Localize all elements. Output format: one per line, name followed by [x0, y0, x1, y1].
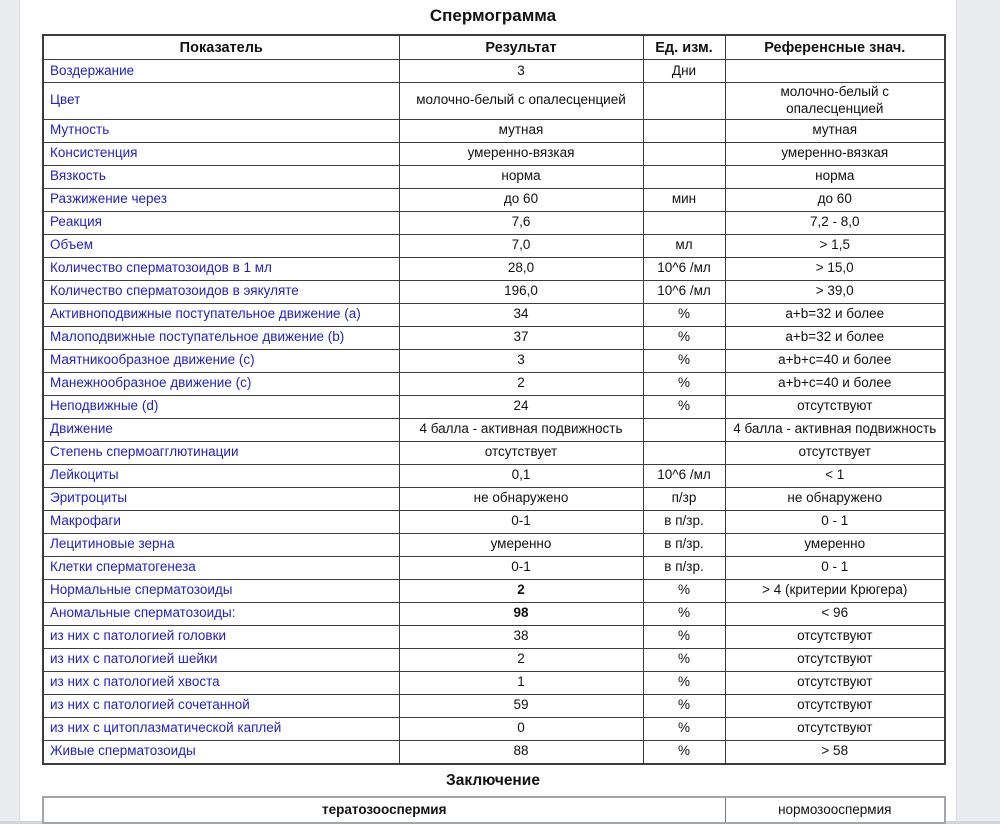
conclusion-reference-cell: нормозооспермия — [725, 797, 945, 823]
row-unit: в п/зр. — [643, 556, 725, 579]
row-label: Лейкоциты — [43, 464, 399, 487]
table-row — [43, 372, 945, 395]
row-result: 98 — [399, 602, 643, 625]
row-result: 1 — [399, 671, 643, 694]
row-result: 24 — [399, 395, 643, 418]
row-result: 37 — [399, 326, 643, 349]
table-row — [43, 717, 945, 740]
conclusion-title: Заключение — [446, 771, 540, 789]
header-row — [43, 35, 945, 60]
row-result: отсутствует — [399, 441, 643, 464]
header-cell-units: Ед. изм. — [643, 35, 725, 60]
row-reference: < 96 — [725, 602, 945, 625]
row-unit: % — [643, 625, 725, 648]
table-row — [43, 234, 945, 257]
row-label: из них с патологией сочетанной — [43, 694, 399, 717]
row-label: Макрофаги — [43, 510, 399, 533]
table-row — [43, 533, 945, 556]
table-row — [43, 602, 945, 625]
row-reference: 0 - 1 — [725, 510, 945, 533]
row-reference: отсутствуют — [725, 625, 945, 648]
row-result: 3 — [399, 60, 643, 83]
row-reference: отсутствуют — [725, 694, 945, 717]
row-label: Разжижение через — [43, 188, 399, 211]
row-label: Количество сперматозоидов в эякуляте — [43, 280, 399, 303]
row-label: Нормальные сперматозоиды — [43, 579, 399, 602]
row-result: 2 — [399, 648, 643, 671]
table-row — [43, 740, 945, 764]
row-unit: % — [643, 648, 725, 671]
row-reference: отсутствуют — [725, 648, 945, 671]
left-margin-strip — [0, 0, 20, 824]
conclusion-row — [43, 797, 945, 823]
row-reference: a+b+c=40 и более — [725, 349, 945, 372]
row-label: Количество сперматозоидов в 1 мл — [43, 257, 399, 280]
row-result: норма — [399, 165, 643, 188]
table-row — [43, 142, 945, 165]
table-row — [43, 83, 945, 120]
row-reference: 0 - 1 — [725, 556, 945, 579]
row-unit: % — [643, 602, 725, 625]
row-label: из них с патологией хвоста — [43, 671, 399, 694]
table-row — [43, 349, 945, 372]
row-reference: > 4 (критерии Крюгера) — [725, 579, 945, 602]
table-row — [43, 694, 945, 717]
table-row — [43, 441, 945, 464]
row-label: Консистенция — [43, 142, 399, 165]
table-row — [43, 119, 945, 142]
row-label: Манежнообразное движение (c) — [43, 372, 399, 395]
table-row — [43, 487, 945, 510]
row-unit — [643, 418, 725, 441]
row-unit: % — [643, 694, 725, 717]
row-unit: 10^6 /мл — [643, 280, 725, 303]
row-unit — [643, 211, 725, 234]
row-unit: % — [643, 740, 725, 764]
row-label: из них с патологией головки — [43, 625, 399, 648]
row-unit: в п/зр. — [643, 533, 725, 556]
row-result: 88 — [399, 740, 643, 764]
row-unit: % — [643, 579, 725, 602]
row-unit: % — [643, 372, 725, 395]
row-unit: % — [643, 717, 725, 740]
row-reference: > 1,5 — [725, 234, 945, 257]
row-result: молочно-белый с опалесценцией — [399, 83, 643, 120]
row-label: Вязкость — [43, 165, 399, 188]
row-result: 28,0 — [399, 257, 643, 280]
row-result: 196,0 — [399, 280, 643, 303]
row-reference: > 39,0 — [725, 280, 945, 303]
row-result: 7,6 — [399, 211, 643, 234]
row-unit: % — [643, 303, 725, 326]
row-label: Аномальные сперматозоиды: — [43, 602, 399, 625]
row-unit — [643, 83, 725, 120]
table-row — [43, 671, 945, 694]
row-reference: отсутствуют — [725, 717, 945, 740]
conclusion-table — [42, 796, 946, 824]
row-reference: молочно-белый с опалесценцией — [725, 83, 945, 120]
row-result: 4 балла - активная подвижность — [399, 418, 643, 441]
row-reference: до 60 — [725, 188, 945, 211]
row-label: Движение — [43, 418, 399, 441]
table-row — [43, 648, 945, 671]
row-label: Мутность — [43, 119, 399, 142]
row-unit: мл — [643, 234, 725, 257]
row-label: Реакция — [43, 211, 399, 234]
row-label: Активноподвижные поступательное движение (a) — [43, 303, 399, 326]
row-reference: > 58 — [725, 740, 945, 764]
row-unit: Дни — [643, 60, 725, 83]
row-unit: мин — [643, 188, 725, 211]
table-row — [43, 303, 945, 326]
row-result: умеренно-вязкая — [399, 142, 643, 165]
row-reference — [725, 60, 945, 83]
row-label: Воздержание — [43, 60, 399, 83]
right-margin-strip — [956, 0, 1000, 824]
row-unit: % — [643, 326, 725, 349]
row-unit: п/зр — [643, 487, 725, 510]
header-cell-result: Результат — [399, 35, 643, 60]
row-reference: умеренно — [725, 533, 945, 556]
row-unit — [643, 441, 725, 464]
row-result: 0,1 — [399, 464, 643, 487]
results-table — [42, 34, 946, 765]
row-unit: % — [643, 349, 725, 372]
row-label: Клетки сперматогенеза — [43, 556, 399, 579]
row-reference: не обнаружено — [725, 487, 945, 510]
row-result: 2 — [399, 579, 643, 602]
row-reference: a+b=32 и более — [725, 326, 945, 349]
page-title: Спермограмма — [429, 6, 557, 25]
row-reference: отсутствуют — [725, 671, 945, 694]
table-row — [43, 418, 945, 441]
row-result: 0-1 — [399, 556, 643, 579]
row-unit — [643, 165, 725, 188]
row-reference: < 1 — [725, 464, 945, 487]
row-result: 0 — [399, 717, 643, 740]
row-label: Живые сперматозоиды — [43, 740, 399, 764]
row-result: 2 — [399, 372, 643, 395]
table-row — [43, 579, 945, 602]
row-reference: умеренно-вязкая — [725, 142, 945, 165]
document-page — [20, 0, 956, 821]
row-label: Эритроциты — [43, 487, 399, 510]
table-row — [43, 211, 945, 234]
row-result: 0-1 — [399, 510, 643, 533]
row-result: 7,0 — [399, 234, 643, 257]
table-row — [43, 165, 945, 188]
table-row — [43, 395, 945, 418]
table-row — [43, 625, 945, 648]
row-result: до 60 — [399, 188, 643, 211]
row-unit — [643, 142, 725, 165]
row-label: Маятникообразное движение (c) — [43, 349, 399, 372]
row-unit: 10^6 /мл — [643, 257, 725, 280]
conclusion-result-cell: тератозооспермия — [43, 797, 725, 823]
table-row — [43, 464, 945, 487]
row-reference: мутная — [725, 119, 945, 142]
row-reference: a+b+c=40 и более — [725, 372, 945, 395]
row-result: 59 — [399, 694, 643, 717]
row-reference: a+b=32 и более — [725, 303, 945, 326]
row-result: 34 — [399, 303, 643, 326]
row-result: умеренно — [399, 533, 643, 556]
table-row — [43, 188, 945, 211]
table-row — [43, 510, 945, 533]
table-row — [43, 257, 945, 280]
row-reference: > 15,0 — [725, 257, 945, 280]
row-reference: отсутствуют — [725, 395, 945, 418]
row-reference: отсутствует — [725, 441, 945, 464]
row-result: 38 — [399, 625, 643, 648]
row-label: Лецитиновые зерна — [43, 533, 399, 556]
row-label: Неподвижные (d) — [43, 395, 399, 418]
row-unit: в п/зр. — [643, 510, 725, 533]
row-result: 3 — [399, 349, 643, 372]
header-cell-reference: Референсные знач. — [725, 35, 945, 60]
table-row — [43, 280, 945, 303]
row-label: Степень спермоагглютинации — [43, 441, 399, 464]
results-table-body — [43, 60, 945, 764]
row-reference: норма — [725, 165, 945, 188]
table-row — [43, 556, 945, 579]
row-label: из них с патологией шейки — [43, 648, 399, 671]
row-unit: 10^6 /мл — [643, 464, 725, 487]
row-unit: % — [643, 671, 725, 694]
row-label: Малоподвижные поступательное движение (b) — [43, 326, 399, 349]
results-table-header — [43, 35, 945, 60]
row-label: из них с цитоплазматической каплей — [43, 717, 399, 740]
table-row — [43, 60, 945, 83]
row-result: мутная — [399, 119, 643, 142]
table-row — [43, 326, 945, 349]
row-label: Объем — [43, 234, 399, 257]
row-reference: 7,2 - 8,0 — [725, 211, 945, 234]
row-label: Цвет — [43, 83, 399, 120]
row-unit — [643, 119, 725, 142]
row-unit: % — [643, 395, 725, 418]
row-reference: 4 балла - активная подвижность — [725, 418, 945, 441]
row-result: не обнаружено — [399, 487, 643, 510]
header-cell-indicator: Показатель — [43, 35, 399, 60]
